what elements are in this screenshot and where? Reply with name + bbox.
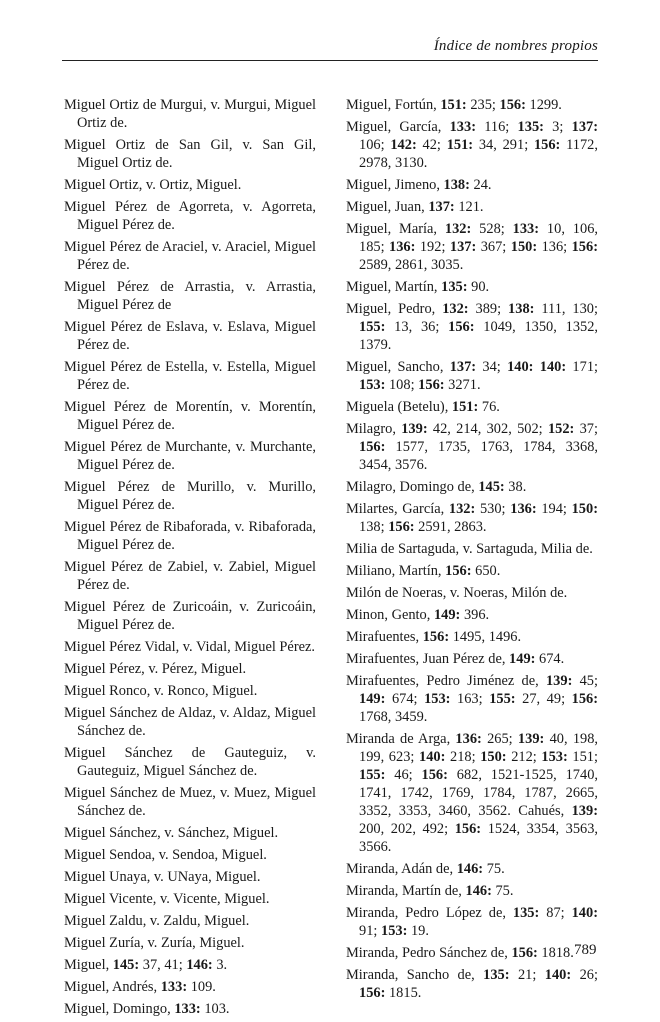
index-entry bbox=[64, 660, 316, 678]
entry-text: 45; bbox=[572, 673, 598, 689]
index-entry bbox=[64, 598, 316, 634]
entry-text: 37, 41; bbox=[139, 957, 187, 973]
entry-text: 121. bbox=[454, 199, 484, 215]
entry-text: 1577, 1735, 1763, 1784, 3368, 3454, 3576. bbox=[359, 439, 598, 473]
entry-text: Miguel, Martín, bbox=[346, 279, 442, 295]
entry-text: Milagro, bbox=[346, 421, 402, 437]
index-entry bbox=[346, 500, 598, 536]
entry-text: 674; bbox=[385, 691, 425, 707]
volume-number: 156: bbox=[454, 821, 482, 837]
entry-text: 1768, 3459. bbox=[359, 709, 428, 725]
index-entry bbox=[64, 358, 316, 394]
entry-text: 42; bbox=[416, 137, 447, 153]
entry-text: 212; bbox=[506, 749, 542, 765]
index-entry bbox=[64, 176, 316, 194]
entry-text: Miguel Ortiz, v. Ortiz, Miguel. bbox=[64, 177, 242, 193]
entry-text: Miguel Pérez de Eslava, v. Eslava, Miguel Pérez de. bbox=[64, 319, 316, 353]
entry-text: Miguel Sendoa, v. Sendoa, Miguel. bbox=[64, 847, 267, 863]
index-entry bbox=[64, 824, 316, 842]
volume-number: 139: bbox=[571, 803, 598, 819]
entry-text: Miguel, Domingo, bbox=[64, 1001, 175, 1017]
entry-text: 34, 291; bbox=[473, 137, 534, 153]
volume-number: 149: bbox=[359, 691, 386, 707]
entry-text: Miguel, bbox=[64, 957, 113, 973]
index-entry bbox=[64, 704, 316, 740]
entry-text: Miguel Zaldu, v. Zaldu, Miguel. bbox=[64, 913, 250, 929]
volume-number: 150: bbox=[510, 239, 538, 255]
volume-number: 137: bbox=[449, 239, 477, 255]
entry-text: 200, 202, 492; bbox=[359, 821, 455, 837]
entry-text: 76. bbox=[478, 399, 500, 415]
volume-number: 153: bbox=[381, 923, 408, 939]
index-entry bbox=[64, 784, 316, 820]
volume-number: 137: bbox=[449, 359, 477, 375]
entry-text: Miguel Pérez de Zabiel, v. Zabiel, Miguel Pérez de. bbox=[64, 559, 316, 593]
entry-text: 530; bbox=[475, 501, 511, 517]
entry-text: Miguel Pérez de Zuricoáin, v. Zuricoáin, Miguel Pérez de. bbox=[64, 599, 316, 633]
entry-text: 1495, 1496. bbox=[449, 629, 522, 645]
entry-text: 1815. bbox=[385, 985, 422, 1001]
volume-number: 135: bbox=[483, 967, 510, 983]
entry-text: 674. bbox=[535, 651, 565, 667]
index-entry bbox=[64, 478, 316, 514]
volume-number: 155: bbox=[359, 319, 386, 335]
entry-text: Miguel Pérez de Arrastia, v. Arrastia, Miguel Pérez de bbox=[64, 279, 316, 313]
index-entry bbox=[346, 650, 598, 668]
entry-text: 24. bbox=[469, 177, 492, 193]
entry-text: 75. bbox=[491, 883, 514, 899]
entry-text: 13, 36; bbox=[385, 319, 449, 335]
index-entry bbox=[64, 934, 316, 952]
entry-text: 192; bbox=[415, 239, 450, 255]
volume-number: 133: bbox=[449, 119, 476, 135]
index-entry bbox=[346, 96, 598, 114]
entry-text: 1818. bbox=[537, 945, 574, 961]
entry-text: 90. bbox=[467, 279, 490, 295]
index-entry bbox=[346, 904, 598, 940]
entry-text: Miranda, Adán de, bbox=[346, 861, 457, 877]
index-entry bbox=[64, 1000, 316, 1018]
volume-number: 156: bbox=[359, 985, 386, 1001]
entry-text: 3271. bbox=[444, 377, 481, 393]
entry-text: 108; bbox=[385, 377, 419, 393]
entry-text: 650. bbox=[471, 563, 501, 579]
entry-text: 265; bbox=[481, 731, 518, 747]
volume-number: 135: bbox=[517, 119, 544, 135]
index-entry bbox=[64, 558, 316, 594]
index-entry bbox=[346, 562, 598, 580]
entry-text: 2589, 2861, 3035. bbox=[359, 257, 464, 273]
entry-text: 218; bbox=[445, 749, 481, 765]
volume-number: 149: bbox=[509, 651, 536, 667]
entry-text: 528; bbox=[471, 221, 513, 237]
entry-text: 389; bbox=[468, 301, 509, 317]
entry-text: 37; bbox=[574, 421, 598, 437]
entry-text: Miranda de Arga, bbox=[346, 731, 456, 747]
volume-number: 138: bbox=[443, 177, 470, 193]
volume-number: 149: bbox=[433, 607, 461, 623]
volume-number: 145: bbox=[478, 479, 505, 495]
entry-text: Miguel, Jimeno, bbox=[346, 177, 444, 193]
entry-text: Miguel Pérez de Estella, v. Estella, Miguel Pérez de. bbox=[64, 359, 316, 393]
index-entry bbox=[64, 912, 316, 930]
volume-number: 142: bbox=[390, 137, 417, 153]
entry-text: 2591, 2863. bbox=[414, 519, 487, 535]
volume-number: 140: bbox=[544, 967, 572, 983]
entry-text: 109. bbox=[187, 979, 216, 995]
volume-number: 139: bbox=[517, 731, 545, 747]
entry-text: 34; bbox=[476, 359, 508, 375]
index-entry bbox=[346, 730, 598, 856]
entry-text: 10, 106, 185; bbox=[359, 221, 598, 255]
volume-number: 151: bbox=[446, 137, 474, 153]
volume-number: 135: bbox=[441, 279, 468, 295]
entry-text: 106; bbox=[359, 137, 391, 153]
volume-number: 156: bbox=[511, 945, 538, 961]
index-entry bbox=[64, 318, 316, 354]
index-entry bbox=[64, 890, 316, 908]
volume-number: 136: bbox=[455, 731, 482, 747]
volume-number: 153: bbox=[359, 377, 386, 393]
entry-text: Miguel Ortiz de San Gil, v. San Gil, Miguel Ortiz de. bbox=[64, 137, 316, 171]
volume-number: 156: bbox=[571, 239, 598, 255]
entry-text: Milagro, Domingo de, bbox=[346, 479, 479, 495]
volume-number: 156: bbox=[445, 563, 472, 579]
volume-number: 133: bbox=[174, 1001, 201, 1017]
index-entry bbox=[346, 478, 598, 496]
index-entry bbox=[346, 198, 598, 216]
entry-text: 171; bbox=[566, 359, 599, 375]
index-entry bbox=[346, 628, 598, 646]
entry-text: Miguel Unaya, v. UNaya, Miguel. bbox=[64, 869, 261, 885]
entry-text: 40, 198, 199, 623; bbox=[359, 731, 599, 765]
entry-text: Miguel Pérez de Murchante, v. Murchante, Miguel Pérez de. bbox=[64, 439, 316, 473]
entry-text: 38. bbox=[504, 479, 527, 495]
index-entry bbox=[64, 868, 316, 886]
index-entry bbox=[346, 540, 598, 558]
index-entry bbox=[64, 682, 316, 700]
index-entry bbox=[346, 882, 598, 900]
volume-number: 140: bbox=[507, 359, 534, 375]
volume-number: 156: bbox=[448, 319, 475, 335]
index-entry bbox=[346, 220, 598, 274]
index-entry bbox=[64, 136, 316, 172]
volume-number: 155: bbox=[489, 691, 516, 707]
entry-text: Miguel, Sancho, bbox=[346, 359, 450, 375]
entry-text: Milia de Sartaguda, v. Sartaguda, Milia de. bbox=[346, 541, 593, 557]
volume-number: 136: bbox=[389, 239, 416, 255]
entry-text: Miranda, Martín de, bbox=[346, 883, 466, 899]
index-entry bbox=[64, 638, 316, 656]
volume-number: 136: bbox=[510, 501, 537, 517]
entry-text: Miguel, Andrés, bbox=[64, 979, 161, 995]
volume-number: 156: bbox=[571, 691, 599, 707]
index-column-right bbox=[346, 96, 598, 1006]
entry-text: Miguel Pérez de Murillo, v. Murillo, Miguel Pérez de. bbox=[64, 479, 316, 513]
entry-text: 103. bbox=[200, 1001, 230, 1017]
entry-text: Miguel, García, bbox=[346, 119, 450, 135]
index-entry bbox=[64, 398, 316, 434]
page-number: 789 bbox=[574, 942, 597, 958]
volume-number: 140: bbox=[571, 905, 598, 921]
volume-number: 133: bbox=[512, 221, 540, 237]
entry-text: 194; bbox=[536, 501, 572, 517]
index-entry bbox=[346, 584, 598, 602]
header-rule bbox=[62, 60, 598, 61]
entry-text: Mirafuentes, Pedro Jiménez de, bbox=[346, 673, 546, 689]
volume-number: 140: bbox=[419, 749, 446, 765]
volume-number: 150: bbox=[480, 749, 507, 765]
entry-text: Miliano, Martín, bbox=[346, 563, 446, 579]
index-entry bbox=[346, 420, 598, 474]
entry-text: 1049, 1350, 1352, 1379. bbox=[359, 319, 599, 353]
entry-text: 19. bbox=[407, 923, 429, 939]
entry-text: Miguel, Pedro, bbox=[346, 301, 443, 317]
entry-text: 163; bbox=[450, 691, 490, 707]
entry-text: 21; bbox=[509, 967, 545, 983]
entry-text: Miguel Sánchez, v. Sánchez, Miguel. bbox=[64, 825, 279, 841]
entry-text: Miguel Pérez de Ribaforada, v. Ribaforada, Miguel Pérez de. bbox=[64, 519, 316, 553]
entry-text: Miguel, Fortún, bbox=[346, 97, 441, 113]
entry-text: Miguel, María, bbox=[346, 221, 445, 237]
entry-text: Miranda, Pedro Sánchez de, bbox=[346, 945, 512, 961]
index-entry bbox=[64, 96, 316, 132]
entry-text: Miguel Pérez, v. Pérez, Miguel. bbox=[64, 661, 247, 677]
entry-text: Miguela (Betelu), bbox=[346, 399, 452, 415]
entry-text: 26; bbox=[571, 967, 598, 983]
volume-number: 155: bbox=[359, 767, 386, 783]
entry-text: Milón de Noeras, v. Noeras, Milón de. bbox=[346, 585, 568, 601]
volume-number: 156: bbox=[421, 767, 448, 783]
volume-number: 135: bbox=[512, 905, 540, 921]
index-column-left bbox=[64, 96, 316, 1022]
volume-number: 153: bbox=[424, 691, 451, 707]
index-entry bbox=[346, 398, 598, 416]
index-entry bbox=[64, 846, 316, 864]
index-entry bbox=[346, 672, 598, 726]
entry-text: 1172, 2978, 3130. bbox=[359, 137, 598, 171]
index-entry bbox=[346, 860, 598, 878]
entry-text: 3; bbox=[543, 119, 572, 135]
entry-text: Miguel Sánchez de Gauteguiz, v. Gauteguiz, Miguel Sánchez de. bbox=[64, 745, 316, 779]
entry-text: 682, 1521-1525, 1740, 1741, 1742, 1769, 1784, 1787, 2665, 3352, 3353, 3460, 3562. Cahués, bbox=[359, 767, 598, 819]
volume-number: 151: bbox=[440, 97, 467, 113]
volume-number: 151: bbox=[451, 399, 479, 415]
volume-number: 146: bbox=[456, 861, 484, 877]
volume-number: 153: bbox=[541, 749, 568, 765]
volume-number: 156: bbox=[388, 519, 415, 535]
index-entry bbox=[64, 956, 316, 974]
volume-number: 156: bbox=[418, 377, 445, 393]
volume-number: 132: bbox=[448, 501, 476, 517]
entry-text: Miguel Ortiz de Murgui, v. Murgui, Miguel Ortiz de. bbox=[64, 97, 316, 131]
running-header-title: Índice de nombres propios bbox=[433, 38, 598, 54]
entry-text: 75. bbox=[483, 861, 505, 877]
index-entry bbox=[346, 358, 598, 394]
entry-text: 27, 49; bbox=[515, 691, 572, 707]
index-entry bbox=[64, 518, 316, 554]
index-entry bbox=[346, 278, 598, 296]
entry-text: Milartes, García, bbox=[346, 501, 449, 517]
volume-number: 150: bbox=[571, 501, 598, 517]
volume-number: 139: bbox=[545, 673, 573, 689]
volume-number: 137: bbox=[571, 119, 599, 135]
entry-text: 42, 214, 302, 502; bbox=[427, 421, 548, 437]
volume-number: 139: bbox=[401, 421, 428, 437]
index-entry bbox=[64, 744, 316, 780]
index-entry bbox=[346, 118, 598, 172]
entry-text: 91; bbox=[359, 923, 381, 939]
index-entry bbox=[346, 966, 598, 1002]
index-entry bbox=[64, 198, 316, 234]
index-entry bbox=[346, 300, 598, 354]
index-entry bbox=[64, 978, 316, 996]
entry-text: 111, 130; bbox=[534, 301, 598, 317]
index-entry bbox=[346, 606, 598, 624]
entry-text: 396. bbox=[460, 607, 490, 623]
entry-text: 367; bbox=[476, 239, 511, 255]
entry-text: 138; bbox=[359, 519, 389, 535]
entry-text: Miguel, Juan, bbox=[346, 199, 429, 215]
volume-number: 152: bbox=[547, 421, 575, 437]
volume-number: 140: bbox=[539, 359, 567, 375]
index-entry bbox=[64, 278, 316, 314]
entry-text: 235; bbox=[466, 97, 500, 113]
index-entry bbox=[64, 438, 316, 474]
entry-text: Mirafuentes, bbox=[346, 629, 423, 645]
volume-number: 156: bbox=[533, 137, 561, 153]
entry-text: 87; bbox=[539, 905, 572, 921]
entry-text: 3. bbox=[212, 957, 228, 973]
volume-number: 156: bbox=[359, 439, 386, 455]
index-entry bbox=[64, 238, 316, 274]
entry-text: 116; bbox=[476, 119, 518, 135]
entry-text: Minon, Gento, bbox=[346, 607, 434, 623]
entry-text: Miguel Pérez Vidal, v. Vidal, Miguel Pérez. bbox=[64, 639, 315, 655]
entry-text: Miguel Sánchez de Aldaz, v. Aldaz, Miguel Sánchez de. bbox=[64, 705, 316, 739]
entry-text: 1524, 3354, 3563, 3566. bbox=[359, 821, 599, 855]
volume-number: 138: bbox=[508, 301, 535, 317]
volume-number: 146: bbox=[186, 957, 213, 973]
entry-text: Miguel Ronco, v. Ronco, Miguel. bbox=[64, 683, 258, 699]
volume-number: 146: bbox=[465, 883, 492, 899]
entry-text: Miguel Pérez de Agorreta, v. Agorreta, Miguel Pérez de. bbox=[64, 199, 316, 233]
entry-text: Miguel Sánchez de Muez, v. Muez, Miguel Sánchez de. bbox=[64, 785, 316, 819]
index-entry bbox=[346, 944, 598, 962]
volume-number: 156: bbox=[422, 629, 450, 645]
entry-text: Miguel Vicente, v. Vicente, Miguel. bbox=[64, 891, 270, 907]
entry-text: 46; bbox=[385, 767, 422, 783]
volume-number: 156: bbox=[499, 97, 526, 113]
entry-text: Miranda, Sancho de, bbox=[346, 967, 484, 983]
volume-number: 132: bbox=[442, 301, 469, 317]
volume-number: 145: bbox=[112, 957, 140, 973]
entry-text: Miguel Pérez de Morentín, v. Morentín, Miguel Pérez de. bbox=[64, 399, 316, 433]
entry-text: Miguel Zuría, v. Zuría, Miguel. bbox=[64, 935, 245, 951]
volume-number: 132: bbox=[444, 221, 472, 237]
entry-text: Mirafuentes, Juan Pérez de, bbox=[346, 651, 510, 667]
index-entry bbox=[346, 176, 598, 194]
entry-text: 151; bbox=[567, 749, 598, 765]
volume-number: 137: bbox=[428, 199, 455, 215]
entry-text: 1299. bbox=[525, 97, 562, 113]
entry-text: Miranda, Pedro López de, bbox=[346, 905, 513, 921]
entry-text: Miguel Pérez de Araciel, v. Araciel, Miguel Pérez de. bbox=[64, 239, 316, 273]
volume-number: 133: bbox=[160, 979, 188, 995]
entry-text: 136; bbox=[537, 239, 572, 255]
